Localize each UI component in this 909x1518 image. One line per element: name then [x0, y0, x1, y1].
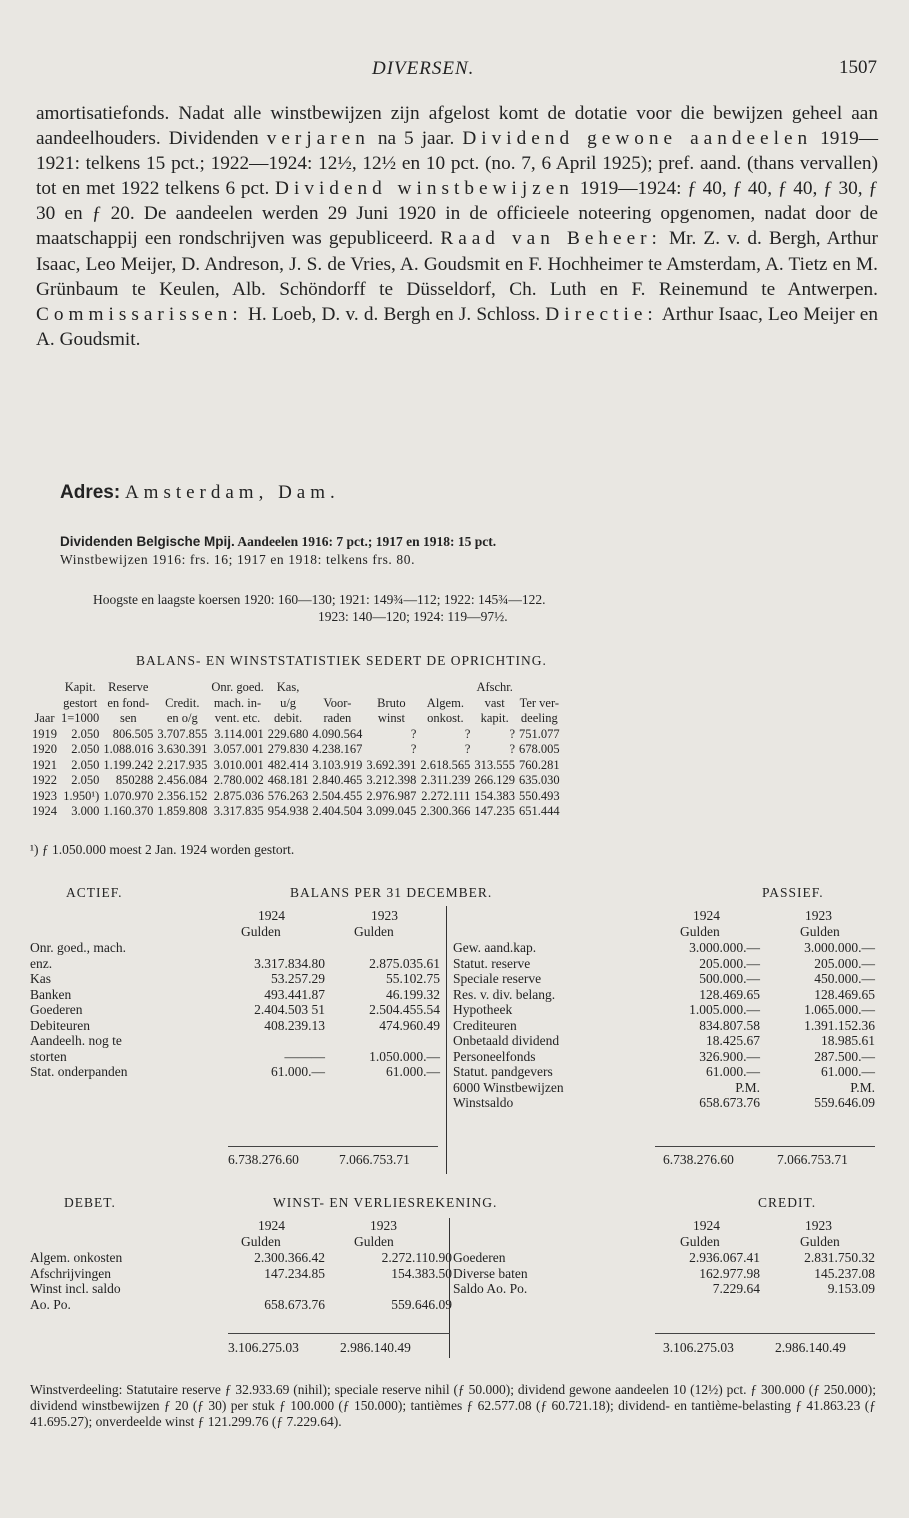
account-label: Debiteuren: [30, 1017, 90, 1033]
balans-title: BALANS PER 31 DECEMBER.: [290, 885, 493, 900]
history-footnote: ¹) ƒ 1.050.000 moest 2 Jan. 1924 worden gestort.: [30, 842, 295, 857]
total-rule: [655, 1146, 875, 1147]
table-cell: 1.088.016: [103, 742, 154, 756]
unit-label: Gulden: [800, 924, 840, 939]
winstverdeeling: Winstverdeeling: Statutaire reserve ƒ 32.933.69 (nihil); speciale reserve nihil (ƒ 50.000); dividend gewone aandeelen 10 (12½) pct. ƒ 300.000 (ƒ 250.000); dividend winstbewijzen ƒ 20 (ƒ 30) per stuk ƒ 100.000 (ƒ 150.000); tantièmes ƒ 62.577.08 (ƒ 60.721.18); dividend- en tantième-belasting ƒ 41.863.23 (ƒ 41.695.27); onverdeelde winst ƒ 121.299.76 (ƒ 7.229.64).: [30, 1382, 876, 1429]
column-header: [310, 680, 364, 696]
table-cell: 1.199.242: [103, 757, 154, 772]
amount-previous-year: 2.272.110.90: [381, 1250, 452, 1265]
amount-previous-year: 128.469.65: [814, 986, 875, 1002]
amount-current-year: 162.977.98: [699, 1265, 760, 1281]
account-label: Afschrijvingen: [30, 1265, 111, 1281]
account-row: [30, 1250, 452, 1266]
amount-current-year: 53.257.29: [271, 971, 325, 986]
table-cell: 3.630.391: [157, 742, 208, 756]
spaced-term: verjaren: [266, 128, 370, 150]
account-label: Stat. onderpanden: [30, 1064, 128, 1079]
column-header: [30, 680, 59, 696]
account-row: [30, 956, 440, 972]
actief-heading: ACTIEF.: [66, 885, 123, 900]
amount-previous-year: 559.646.09: [814, 1095, 875, 1110]
unit-label: Gulden: [354, 1234, 394, 1249]
page-number: 1507: [839, 57, 877, 78]
amount-previous-year: 2.504.455.54: [369, 1002, 440, 1017]
account-row: [30, 1297, 452, 1313]
amount-previous-year: 145.237.08: [814, 1265, 875, 1281]
table-cell: ?: [464, 742, 471, 756]
table-cell: 1.070.970: [103, 788, 154, 803]
year-label: 1924: [258, 1218, 285, 1233]
amount-current-year: 493.441.87: [264, 986, 325, 1002]
credit-heading: CREDIT.: [758, 1195, 817, 1210]
account-row: [30, 1049, 440, 1065]
total-actief-1924: 6.738.276.60: [228, 1152, 299, 1167]
account-label: Ao. Po.: [30, 1296, 71, 1312]
table-cell: 2.875.036: [213, 788, 264, 803]
table-cell: 678.005: [519, 742, 560, 756]
table-cell: 1.160.370: [103, 804, 154, 818]
account-label: Algem. onkosten: [30, 1250, 123, 1265]
year-label: 1923: [805, 1218, 832, 1233]
amount-previous-year: [325, 1033, 440, 1049]
column-header: Onr. goed.: [211, 680, 264, 694]
account-row: [30, 1281, 452, 1297]
text-run: H. Loeb, D. v. d. Bergh en J. Schloss.: [242, 303, 546, 325]
account-row: [453, 1250, 875, 1266]
unit-label: Gulden: [800, 1234, 840, 1249]
table-cell: 2.300.366: [420, 804, 471, 818]
table-cell: 3.099.045: [366, 804, 417, 818]
account-row: [30, 940, 440, 956]
amount-current-year: 205.000.—: [699, 955, 760, 971]
year-label: 1923: [370, 1218, 397, 1233]
table-cell: 651.444: [519, 804, 560, 818]
amount-previous-year: 1.391.152.36: [804, 1017, 875, 1033]
amount-current-year: 326.900.—: [699, 1048, 760, 1064]
amount-current-year: 2.936.067.41: [689, 1250, 760, 1265]
column-header: mach. in-: [213, 695, 262, 710]
total-debet-1924: 3.106.275.03: [228, 1340, 299, 1355]
table-row: [30, 727, 562, 743]
account-label: storten: [30, 1048, 67, 1064]
amount-current-year: 2.404.503 51: [254, 1002, 325, 1017]
account-label: Aandeelh. nog te: [30, 1033, 122, 1048]
account-label: Statut. pandgevers: [453, 1064, 553, 1079]
table-cell: 2.976.987: [366, 788, 417, 803]
unit-label: Gulden: [241, 1234, 281, 1249]
table-cell: 1920: [32, 742, 57, 756]
column-header: sen: [119, 711, 137, 725]
column-header: winst: [377, 711, 405, 725]
column-header: en o/g: [166, 711, 198, 725]
amount-previous-year: 205.000.—: [814, 955, 875, 971]
amount-previous-year: 2.875.035.61: [369, 955, 440, 971]
account-label: Goederen: [30, 1002, 83, 1017]
unit-label: Gulden: [354, 924, 394, 939]
table-cell: ?: [410, 742, 417, 756]
table-cell: 760.281: [519, 757, 560, 772]
account-row: [30, 1002, 440, 1018]
amount-current-year: [220, 940, 325, 956]
belgian-text: Aandeelen 1916: 7 pct.; 1917 en 1918: 15 pct.: [234, 534, 497, 549]
account-label: Personeelfonds: [453, 1048, 536, 1064]
table-cell: 806.505: [112, 726, 154, 741]
account-label: enz.: [30, 955, 53, 971]
table-cell: 3.000: [71, 804, 100, 818]
spaced-term: Directie:: [545, 303, 658, 325]
amount-current-year: 3.317.834.80: [254, 955, 325, 971]
amount-previous-year: 2.831.750.32: [804, 1250, 875, 1265]
total-credit-1924: 3.106.275.03: [663, 1340, 734, 1355]
address-line: [60, 482, 340, 504]
account-row: [453, 1018, 875, 1034]
column-header: en fond-: [107, 695, 150, 710]
account-row: [453, 1095, 875, 1111]
account-row: [453, 1002, 875, 1018]
passief-table: [453, 940, 875, 1111]
table-row: [30, 789, 562, 805]
passief-heading: PASSIEF.: [762, 885, 824, 900]
account-label: Diverse baten: [453, 1265, 528, 1281]
total-credit-1923: 2.986.140.49: [775, 1340, 846, 1355]
table-cell: 576.263: [267, 788, 309, 803]
total-debet-1923: 2.986.140.49: [340, 1340, 411, 1355]
column-rule: [449, 1218, 450, 1358]
account-row: [30, 1064, 440, 1080]
table-cell: 279.830: [267, 742, 309, 756]
account-label: Hypotheek: [453, 1002, 513, 1017]
unit-label: Gulden: [241, 924, 281, 939]
total-actief-1923: 7.066.753.71: [339, 1152, 410, 1167]
total-rule: [655, 1333, 875, 1334]
table-row: [30, 742, 562, 758]
amount-previous-year: 1.050.000.—: [369, 1048, 440, 1064]
account-row: [453, 1080, 875, 1096]
text-run: amortisatiefonds. Nadat alle winstbewijzen zijn afgelost komt de dotatie voor die bewijzen geheel aan aandeelhouders. Dividenden: [36, 103, 878, 150]
column-header: Algem.: [426, 695, 464, 710]
account-label: Onbetaald dividend: [453, 1033, 560, 1048]
amount-current-year: 147.234.85: [264, 1265, 325, 1281]
account-label: Saldo Ao. Po.: [453, 1281, 528, 1296]
actief-table: [30, 940, 440, 1080]
belgian-dividends: [60, 534, 496, 550]
amount-previous-year: 18.985.61: [821, 1033, 875, 1048]
unit-label: Gulden: [680, 924, 720, 939]
table-cell: 2.780.002: [213, 773, 264, 787]
table-cell: 2.050: [71, 742, 100, 756]
column-header: Reserve: [108, 680, 149, 694]
history-title: BALANS- EN WINSTSTATISTIEK SEDERT DE OPRICHTING.: [136, 653, 547, 668]
table-cell: 1919: [32, 726, 57, 741]
history-header-row: [30, 696, 562, 712]
account-row: [30, 1033, 440, 1049]
amount-current-year: 61.000.—: [706, 1064, 760, 1079]
total-rule: [228, 1146, 438, 1147]
amount-current-year: [220, 1281, 325, 1297]
total-passief-1924: 6.738.276.60: [663, 1152, 734, 1167]
account-row: [453, 1049, 875, 1065]
amount-previous-year: 450.000.—: [814, 971, 875, 986]
amount-previous-year: 287.500.—: [814, 1048, 875, 1064]
table-cell: 3.317.835: [213, 804, 264, 818]
amount-previous-year: [325, 1281, 452, 1297]
amount-current-year: 1.005.000.—: [689, 1002, 760, 1017]
history-table: [30, 680, 562, 820]
year-label: 1924: [693, 1218, 720, 1233]
account-row: [453, 940, 875, 956]
table-cell: ?: [410, 726, 417, 741]
table-cell: 468.181: [267, 773, 309, 787]
table-cell: 850288: [115, 773, 154, 787]
account-row: [453, 1266, 875, 1282]
amount-current-year: 834.807.58: [699, 1017, 760, 1033]
table-cell: 2.272.111: [421, 788, 471, 803]
amount-current-year: 128.469.65: [699, 986, 760, 1002]
account-label: Winstsaldo: [453, 1095, 514, 1110]
year-label: 1924: [258, 908, 285, 923]
amount-previous-year: 1.065.000.—: [804, 1002, 875, 1017]
table-cell: 2.404.504: [312, 804, 363, 818]
column-header: debit.: [274, 711, 303, 725]
table-cell: 2.050: [71, 726, 100, 741]
table-row: [30, 773, 562, 789]
table-cell: 751.077: [519, 726, 560, 741]
table-cell: 2.217.935: [157, 757, 208, 772]
account-row: [453, 1064, 875, 1080]
amount-current-year: P.M.: [735, 1079, 760, 1095]
column-header: [418, 680, 472, 696]
account-label: Winst incl. saldo: [30, 1281, 121, 1296]
amount-current-year: 7.229.64: [712, 1281, 760, 1296]
table-cell: 1922: [32, 773, 57, 787]
amount-previous-year: 474.960.49: [379, 1017, 440, 1033]
account-label: Kas: [30, 971, 51, 986]
table-cell: ?: [509, 742, 515, 756]
amount-previous-year: 154.383.50: [391, 1265, 452, 1281]
account-label: Res. v. div. belang.: [453, 986, 556, 1002]
table-cell: 1921: [32, 757, 57, 772]
belgian-label: Dividenden Belgische Mpij.: [60, 534, 235, 549]
account-label: Gew. aand.kap.: [453, 940, 537, 955]
column-header: raden: [323, 711, 352, 725]
account-label: 6000 Winstbewijzen: [453, 1079, 564, 1095]
table-cell: 635.030: [519, 773, 560, 787]
history-header-row: [30, 711, 562, 727]
amount-previous-year: 61.000.—: [386, 1064, 440, 1079]
table-cell: 154.383: [474, 788, 515, 803]
column-header: Bruto: [377, 695, 406, 710]
table-cell: 147.235: [474, 804, 515, 818]
column-header: [517, 680, 562, 696]
table-cell: 550.493: [519, 788, 560, 803]
amount-current-year: 3.000.000.—: [689, 940, 760, 955]
column-header: 1=1000: [61, 711, 100, 725]
total-rule: [228, 1333, 450, 1334]
wv-title: WINST- EN VERLIESREKENING.: [273, 1195, 498, 1210]
spaced-term: Commissarissen:: [36, 303, 243, 325]
table-cell: 3.010.001: [213, 757, 264, 772]
account-label: Banken: [30, 986, 72, 1002]
year-label: 1923: [371, 908, 398, 923]
table-row: [30, 804, 562, 820]
spaced-term: Raad van Beheer:: [440, 228, 662, 250]
account-row: [453, 971, 875, 987]
account-row: [453, 956, 875, 972]
table-cell: 2.504.455: [312, 788, 363, 803]
column-header: deeling: [520, 711, 558, 725]
account-row: [453, 1281, 875, 1297]
column-header: u/g: [280, 695, 297, 710]
amount-current-year: 61.000.—: [271, 1064, 325, 1079]
table-cell: 3.057.001: [213, 742, 264, 756]
account-row: [30, 1018, 440, 1034]
amount-previous-year: 61.000.—: [821, 1064, 875, 1079]
table-cell: 3.692.391: [366, 757, 417, 772]
account-row: [30, 987, 440, 1003]
amount-previous-year: 559.646.09: [391, 1296, 452, 1312]
table-cell: 3.103.919: [312, 757, 363, 772]
table-cell: 2.356.152: [157, 788, 208, 803]
amount-current-year: 500.000.—: [699, 971, 760, 986]
table-cell: 1924: [32, 804, 57, 818]
table-cell: ?: [464, 726, 471, 741]
amount-previous-year: 3.000.000.—: [804, 940, 875, 955]
column-header: Voor-: [323, 695, 352, 710]
table-cell: 1.950¹): [63, 788, 100, 803]
account-row: [453, 1033, 875, 1049]
account-row: [30, 1266, 452, 1282]
account-row: [453, 987, 875, 1003]
debet-heading: DEBET.: [64, 1195, 116, 1210]
address-value: Amsterdam, Dam.: [124, 482, 340, 503]
column-header: [364, 680, 418, 696]
column-header: gestort: [63, 695, 98, 710]
table-cell: 2.840.465: [312, 773, 363, 787]
text-run: na 5 jaar.: [369, 128, 463, 150]
belgian-winstbewijzen: Winstbewijzen 1916: frs. 16; 1917 en 1918: telkens frs. 80.: [60, 552, 416, 567]
account-label: Onr. goed., mach.: [30, 940, 126, 955]
table-cell: 2.311.239: [420, 773, 471, 787]
amount-previous-year: 46.199.32: [386, 986, 440, 1002]
table-row: [30, 758, 562, 774]
account-label: Statut. reserve: [453, 955, 531, 971]
year-label: 1924: [693, 908, 720, 923]
table-cell: 2.618.565: [420, 757, 471, 772]
text-run: Arthur Isaac, Leo Meijer en A. Goudsmit.: [36, 303, 878, 350]
debet-table: [30, 1250, 452, 1312]
text-run: 1919—1921: telkens 15 pct.; 1922—1924: 12½, 12½ en 10 pct. (no. 7, 6 April 1925); pref. aand. (thans vervallen) tot en met 1922 telkens 6 pct.: [36, 128, 878, 200]
column-header: Credit.: [165, 695, 200, 710]
amount-current-year: 658.673.76: [264, 1296, 325, 1312]
table-cell: 2.050: [71, 773, 100, 787]
table-cell: 3.212.398: [366, 773, 417, 787]
column-header: Kas,: [276, 680, 300, 694]
text-run: Mr. Z. v. d. Bergh, Arthur Isaac, Leo Meijer, D. Andreson, J. S. de Vries, A. Goudsmit en F. Hochheimer te Amsterdam, A. Tietz en M. Grünbaum te Keulen, Alb. Schöndorff te Düsseldorf, Ch. Luth en F. Reinemund te Antwerpen.: [36, 228, 878, 300]
account-label: Speciale reserve: [453, 971, 542, 986]
spaced-term: Dividend gewone aandeelen: [462, 128, 813, 150]
column-header: Ter ver-: [519, 695, 560, 710]
history-header-row: [30, 680, 562, 696]
account-label: Goederen: [453, 1250, 506, 1265]
table-cell: 2.456.084: [157, 773, 208, 787]
table-cell: 4.238.167: [312, 742, 363, 756]
table-cell: 3.707.855: [157, 726, 208, 741]
amount-current-year: 658.673.76: [699, 1095, 760, 1110]
address-label: Adres:: [60, 482, 121, 503]
column-header: Jaar: [34, 711, 55, 725]
amount-previous-year: 55.102.75: [386, 971, 440, 986]
table-cell: 1923: [32, 788, 57, 803]
koersen-line-2: 1923: 140—120; 1924: 119—97½.: [318, 609, 508, 624]
account-row: [30, 971, 440, 987]
unit-label: Gulden: [680, 1234, 720, 1249]
table-cell: 4.090.564: [312, 726, 363, 741]
amount-previous-year: [325, 940, 440, 956]
spaced-term: Dividend winstbewijzen: [275, 178, 574, 200]
column-rule: [446, 906, 447, 1174]
table-cell: 954.938: [267, 804, 309, 818]
table-cell: 313.555: [474, 757, 515, 772]
amount-current-year: 2.300.366.42: [254, 1250, 325, 1265]
column-header: Kapit.: [64, 680, 96, 694]
company-description: [36, 101, 878, 352]
column-header: [155, 680, 209, 696]
column-header: Afschr.: [476, 680, 513, 694]
account-label: Crediteuren: [453, 1017, 517, 1033]
column-header: onkost.: [427, 711, 464, 725]
column-header: vent. etc.: [214, 711, 261, 725]
table-cell: 1.859.808: [157, 804, 208, 818]
amount-current-year: 408.239.13: [264, 1017, 325, 1033]
credit-table: [453, 1250, 875, 1297]
table-cell: 266.129: [474, 773, 515, 787]
amount-previous-year: P.M.: [850, 1079, 875, 1095]
running-title: DIVERSEN.: [372, 58, 475, 79]
column-header: [30, 696, 59, 712]
table-cell: ?: [509, 726, 515, 741]
table-cell: 482.414: [267, 757, 309, 772]
koersen-line-1: Hoogste en laagste koersen 1920: 160—130; 1921: 149¾—112; 1922: 145¾—122.: [93, 592, 546, 607]
year-label: 1923: [805, 908, 832, 923]
column-header: kapit.: [480, 711, 509, 725]
total-passief-1923: 7.066.753.71: [777, 1152, 848, 1167]
table-cell: 229.680: [267, 726, 309, 741]
table-cell: 3.114.001: [214, 726, 264, 741]
table-cell: 2.050: [71, 757, 100, 772]
amount-current-year: [220, 1033, 325, 1049]
text-run: 1919—1924: ƒ 40, ƒ 40, ƒ 40, ƒ 30, ƒ 30 en ƒ 20. De aandeelen werden 29 Juni 1920 in de officieele noteering opgenomen, nadat door de maatschappij een rondschrijven was gepubliceerd.: [36, 178, 878, 250]
amount-current-year: ———: [284, 1048, 325, 1064]
amount-current-year: 18.425.67: [706, 1033, 760, 1048]
column-header: vast: [484, 695, 505, 710]
amount-previous-year: 9.153.09: [827, 1281, 875, 1296]
